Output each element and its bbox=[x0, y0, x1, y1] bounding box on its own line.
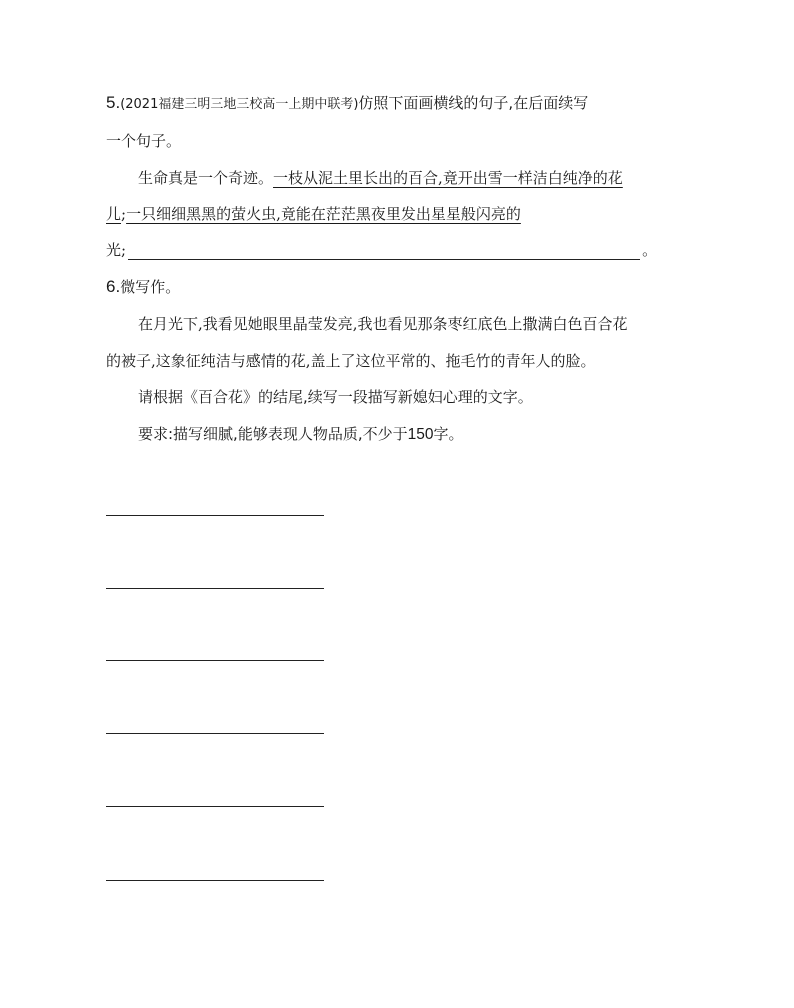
answer-line-3[interactable] bbox=[106, 660, 324, 661]
question-5-prompt-continued: 一个句子。 bbox=[106, 132, 182, 150]
passage-line-2 bbox=[106, 351, 596, 371]
passage-line-1 bbox=[138, 314, 628, 334]
example-underlined-sentence-c: 一只细细黑黑的萤火虫,竟能在茫茫黑夜里发出星星般闪亮的 bbox=[126, 205, 521, 223]
requirement-suffix: 字。 bbox=[433, 425, 464, 443]
answer-line-6[interactable] bbox=[106, 880, 324, 881]
example-line-3 bbox=[106, 240, 657, 260]
question-6-title: 微写作。 bbox=[120, 278, 181, 296]
blank-lead-char: 光 bbox=[106, 241, 122, 259]
requirement-prefix: 要求:描写细腻,能够表现人物品质,不少于 bbox=[138, 425, 408, 443]
instruction-text: 请根据《百合花》的结尾,续写一段描写新媳妇心理的文字。 bbox=[138, 388, 533, 406]
answer-blank-q5[interactable] bbox=[128, 243, 640, 260]
question-6-number: 6. bbox=[106, 277, 121, 296]
passage-text-2: 的被子,这象征纯洁与感情的花,盖上了这位平常的、拖毛竹的青年人的脸。 bbox=[106, 352, 596, 370]
answer-line-2[interactable] bbox=[106, 588, 324, 589]
example-underlined-sentence-a: 一枝从泥土里长出的百合,竟开出雪一样洁白纯净的花 bbox=[273, 169, 623, 187]
question-5-source: (2021福建三明三地三校高一上期中联考) bbox=[120, 97, 359, 112]
example-underlined-sentence-b: 儿 bbox=[106, 205, 122, 223]
question-5-line-1 bbox=[106, 93, 588, 115]
example-line-1 bbox=[138, 168, 623, 188]
question-6-line-1 bbox=[106, 277, 180, 297]
blank-separator: ; bbox=[121, 241, 127, 259]
instruction-line bbox=[138, 387, 533, 407]
requirement-number: 150 bbox=[407, 426, 434, 443]
blank-end: 。 bbox=[642, 241, 658, 259]
example-separator: ; bbox=[121, 205, 127, 223]
requirement-line bbox=[138, 424, 463, 445]
answer-line-4[interactable] bbox=[106, 733, 324, 734]
question-5-line-2 bbox=[106, 131, 181, 151]
question-5-number: 5. bbox=[106, 93, 121, 112]
example-intro: 生命真是一个奇迹。 bbox=[138, 169, 274, 187]
example-line-2 bbox=[106, 204, 521, 224]
passage-text-1: 在月光下,我看见她眼里晶莹发亮,我也看见那条枣红底色上撒满白色百合花 bbox=[138, 315, 628, 333]
question-5-prompt: 仿照下面画横线的句子,在后面续写 bbox=[358, 94, 589, 112]
answer-line-1[interactable] bbox=[106, 515, 324, 516]
answer-line-5[interactable] bbox=[106, 806, 324, 807]
